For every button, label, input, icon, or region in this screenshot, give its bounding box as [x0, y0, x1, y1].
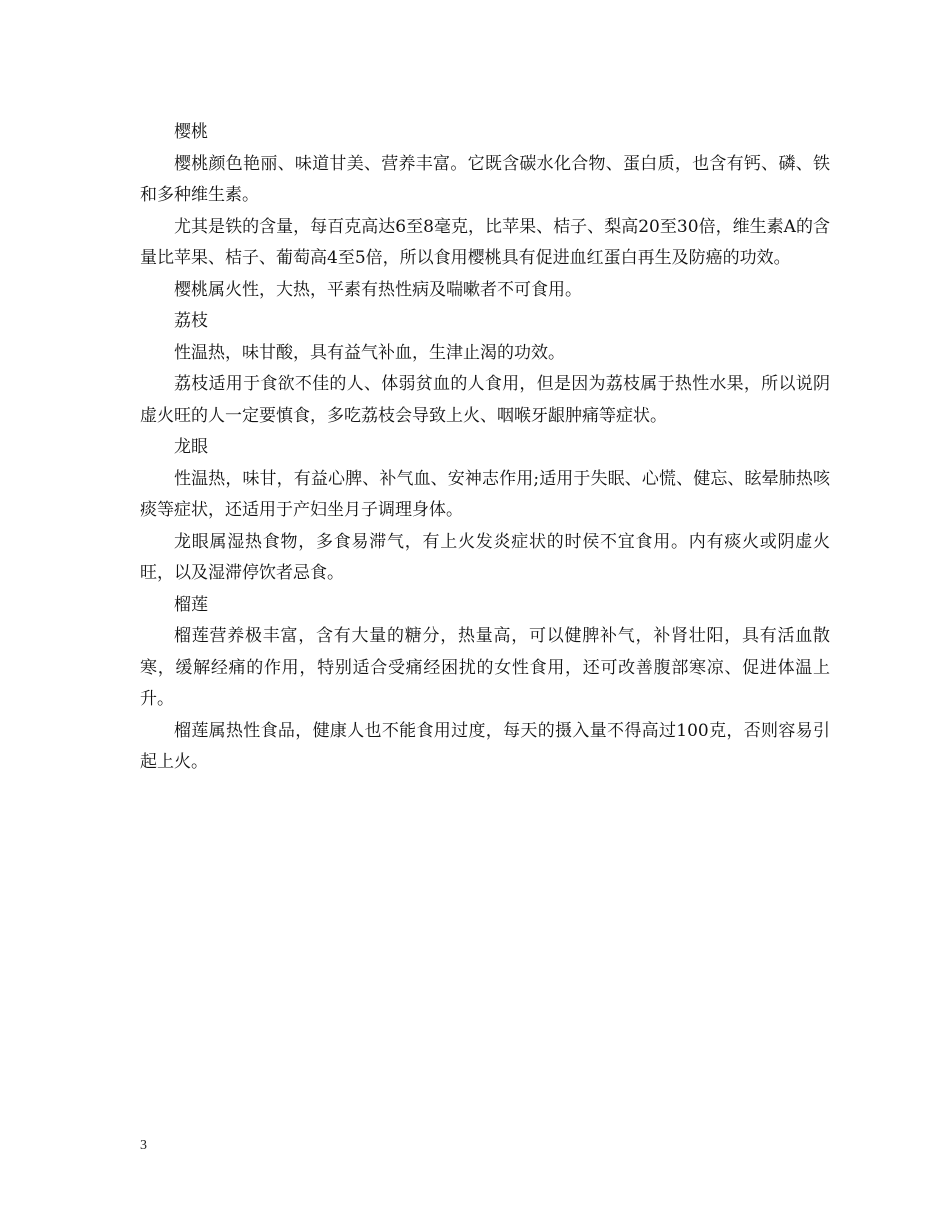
paragraph-durian-nutrition: 榴莲营养极丰富，含有大量的糖分，热量高，可以健脾补气，补肾壮阳，具有活血散寒，缓解经痛的作用，特别适合受痛经困扰的女性食用，还可改善腹部寒凉、促进体温上升。	[140, 626, 830, 709]
paragraph-cherry-caution: 樱桃属火性，大热，平素有热性病及喘嗽者不可食用。	[174, 279, 582, 300]
page-content	[140, 117, 830, 779]
paragraph-cherry-nutrition: 樱桃颜色艳丽、味道甘美、营养丰富。它既含碳水化合物、蛋白质，也含有钙、磷、铁和多种维生素。	[140, 153, 830, 205]
paragraph-cherry-iron: 尤其是铁的含量，每百克高达6至8毫克，比苹果、桔子、梨高20至30倍，维生素A的含量比苹果、桔子、葡萄高4至5倍，所以食用樱桃具有促进血红蛋白再生及防癌的功效。	[140, 216, 830, 268]
paragraph-longan-caution: 龙眼属湿热食物，多食易滞气，有上火发炎症状的时侯不宜食用。内有痰火或阴虚火旺，以及湿滞停饮者忌食。	[140, 531, 830, 583]
heading-durian: 榴莲	[174, 594, 208, 615]
paragraph-longan-nature: 性温热，味甘，有益心脾、补气血、安神志作用;适用于失眠、心慌、健忘、眩晕肺热咳痰等症状，还适用于产妇坐月子调理身体。	[140, 468, 830, 520]
page-number: 3	[140, 1138, 147, 1153]
paragraph-durian-caution: 榴莲属热性食品，健康人也不能食用过度，每天的摄入量不得高过100克，否则容易引起上火。	[140, 720, 830, 772]
paragraph-lychee-caution: 荔枝适用于食欲不佳的人、体弱贫血的人食用，但是因为荔枝属于热性水果，所以说阴虚火旺的人一定要慎食，多吃荔枝会导致上火、咽喉牙龈肿痛等症状。	[140, 374, 830, 426]
paragraph-lychee-nature: 性温热，味甘酸，具有益气补血，生津止渴的功效。	[174, 342, 565, 363]
heading-cherry: 樱桃	[174, 122, 208, 142]
heading-longan: 龙眼	[174, 437, 208, 457]
heading-lychee: 荔枝	[174, 311, 208, 331]
